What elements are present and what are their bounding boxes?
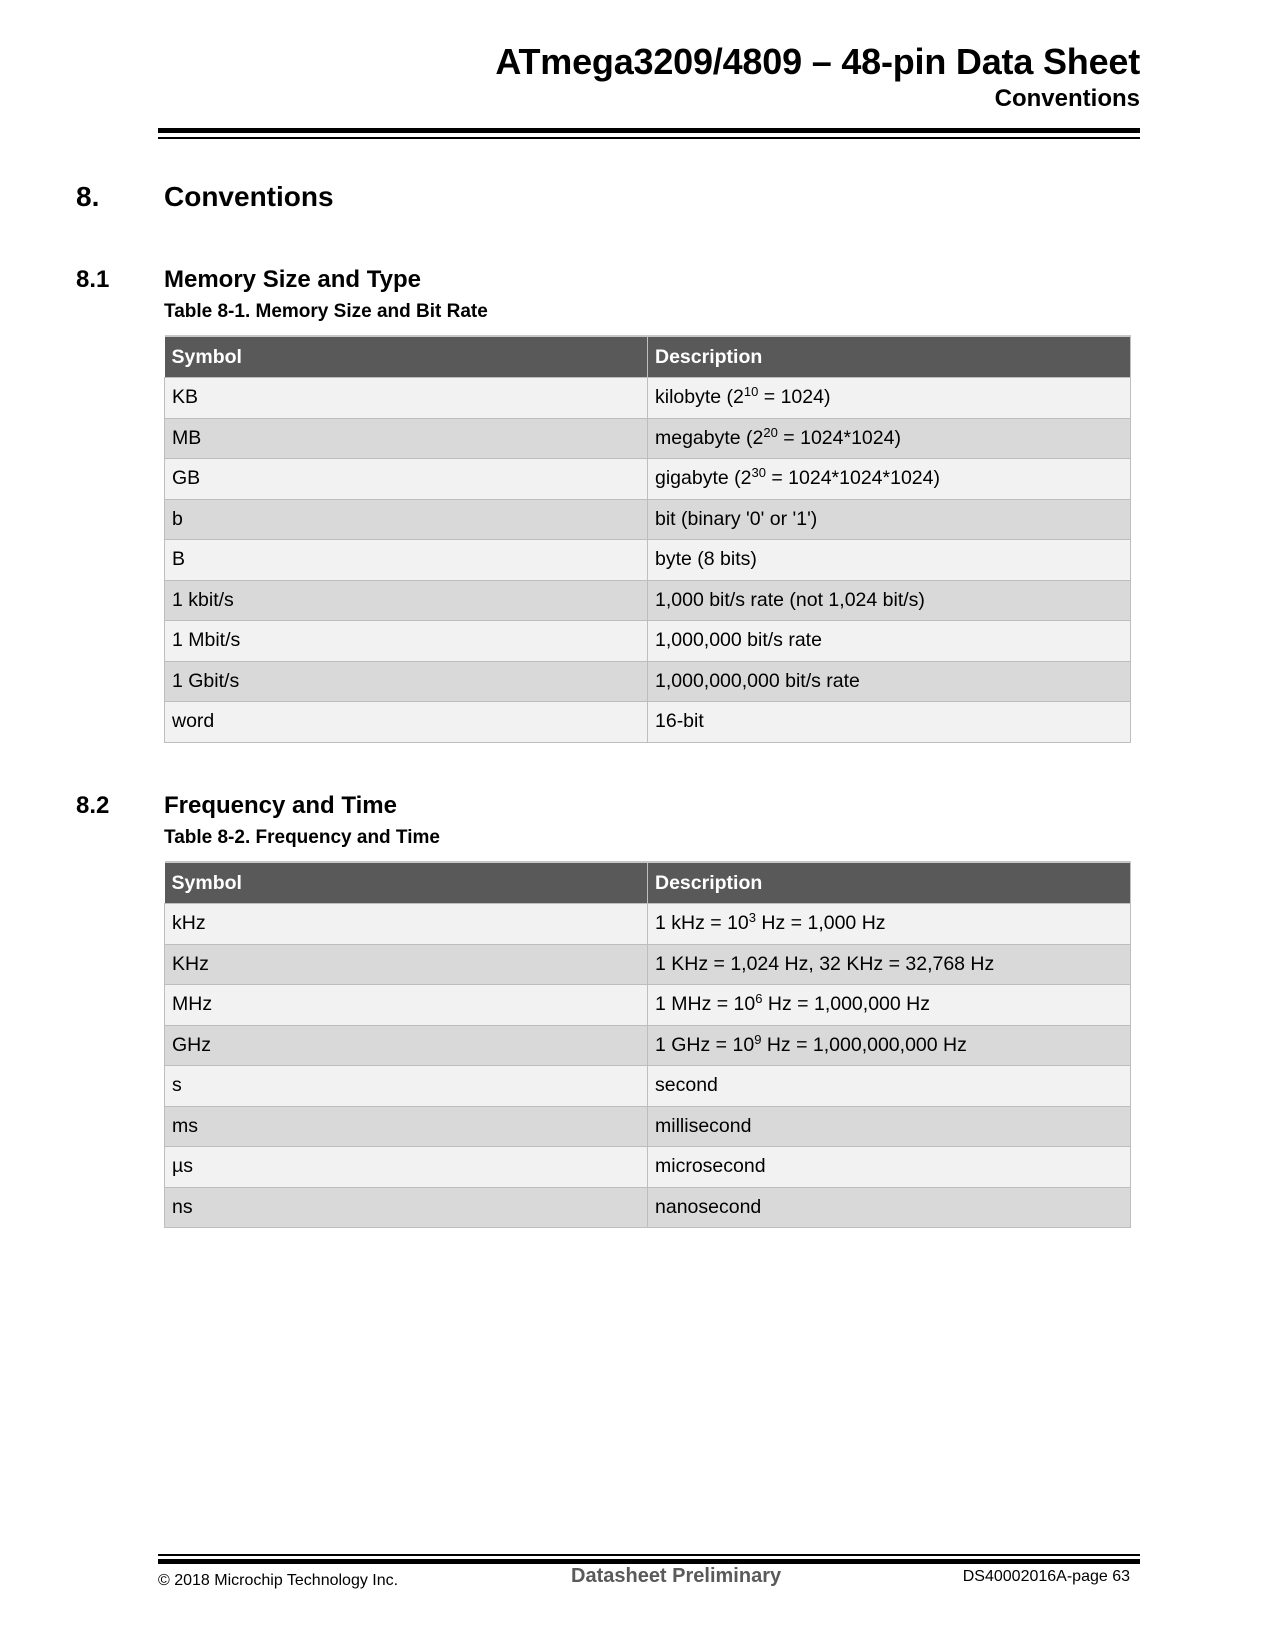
symbol-cell: word <box>165 702 648 743</box>
description-text: 1,000,000 bit/s rate <box>655 629 822 652</box>
symbol-cell: MHz <box>165 985 648 1026</box>
description-cell <box>648 1187 1131 1228</box>
table-row <box>165 621 1131 662</box>
footer-rule-thick <box>158 1559 1140 1564</box>
description-cell <box>648 459 1131 500</box>
chapter-title: Conventions <box>994 85 1140 112</box>
table-caption-8-1: Table 8-1. Memory Size and Bit Rate <box>164 301 488 322</box>
table-row <box>165 418 1131 459</box>
description-text: 1,000,000,000 bit/s rate <box>655 669 860 692</box>
exponent: 3 <box>748 910 756 926</box>
symbol-cell: µs <box>165 1147 648 1188</box>
table-row <box>165 540 1131 581</box>
symbol-cell: GHz <box>165 1025 648 1066</box>
symbol-cell: B <box>165 540 648 581</box>
subsection-number-8-1: 8.1 <box>76 266 110 293</box>
table-row <box>165 1187 1131 1228</box>
footer-rule-thin <box>158 1554 1140 1556</box>
description-cell <box>648 985 1131 1026</box>
memory-size-table <box>164 335 1131 743</box>
description-text-suffix: Hz = 1,000 Hz <box>756 912 886 935</box>
symbol-cell: ns <box>165 1187 648 1228</box>
exponent: 30 <box>751 465 766 481</box>
description-text: 1 MHz = 10 <box>655 993 756 1016</box>
symbol-cell: MB <box>165 418 648 459</box>
section-number: 8. <box>76 181 100 212</box>
footer-copyright: © 2018 Microchip Technology Inc. <box>158 1572 399 1589</box>
description-text: 1 KHz = 1,024 Hz, 32 KHz = 32,768 Hz <box>655 952 995 975</box>
column-header-description: Description <box>648 862 1131 904</box>
table-header-row <box>165 336 1131 378</box>
subsection-title-8-2: Frequency and Time <box>164 792 397 819</box>
table-row <box>165 985 1131 1026</box>
frequency-time-table <box>164 861 1131 1228</box>
symbol-cell: 1 Gbit/s <box>165 661 648 702</box>
subsection-number-8-2: 8.2 <box>76 792 110 819</box>
description-cell <box>648 418 1131 459</box>
description-cell <box>648 580 1131 621</box>
description-cell <box>648 1106 1131 1147</box>
table-row <box>165 1106 1131 1147</box>
description-cell <box>648 944 1131 985</box>
table-row <box>165 1025 1131 1066</box>
header-rule-thin <box>158 137 1140 139</box>
description-text-suffix: = 1024) <box>758 386 831 409</box>
description-text: second <box>655 1074 718 1097</box>
symbol-cell: KB <box>165 378 648 419</box>
symbol-cell: 1 Mbit/s <box>165 621 648 662</box>
footer-page-number: DS40002016A-page 63 <box>962 1568 1130 1585</box>
section-title: Conventions <box>164 181 334 212</box>
description-text: millisecond <box>655 1114 752 1137</box>
description-cell <box>648 1066 1131 1107</box>
description-text-suffix: = 1024*1024*1024) <box>765 467 940 490</box>
document-title: ATmega3209/4809 – 48-pin Data Sheet <box>495 41 1140 82</box>
description-text: nanosecond <box>655 1195 762 1218</box>
table-row <box>165 378 1131 419</box>
description-cell <box>648 904 1131 945</box>
exponent: 20 <box>763 424 778 440</box>
table-row <box>165 904 1131 945</box>
description-cell <box>648 378 1131 419</box>
symbol-cell: kHz <box>165 904 648 945</box>
table-row <box>165 702 1131 743</box>
description-text-suffix: Hz = 1,000,000 Hz <box>762 993 930 1016</box>
exponent: 6 <box>755 991 763 1007</box>
description-text: 1,000 bit/s rate (not 1,024 bit/s) <box>655 588 925 611</box>
description-text: gigabyte (2 <box>655 467 752 490</box>
table-row <box>165 1066 1131 1107</box>
description-text: microsecond <box>655 1155 766 1178</box>
table-row <box>165 1147 1131 1188</box>
exponent: 10 <box>743 384 759 400</box>
symbol-cell: s <box>165 1066 648 1107</box>
description-cell <box>648 499 1131 540</box>
description-cell <box>648 661 1131 702</box>
description-text: byte (8 bits) <box>655 548 757 571</box>
description-cell <box>648 621 1131 662</box>
description-cell <box>648 540 1131 581</box>
symbol-cell: KHz <box>165 944 648 985</box>
description-text: megabyte (2 <box>655 426 764 449</box>
symbol-cell: 1 kbit/s <box>165 580 648 621</box>
description-text: bit (binary '0' or '1') <box>655 507 818 530</box>
description-text-suffix: = 1024*1024) <box>777 426 901 449</box>
header-rule-thick <box>158 128 1140 133</box>
description-cell <box>648 1147 1131 1188</box>
column-header-symbol: Symbol <box>165 336 648 378</box>
table-row <box>165 580 1131 621</box>
table-row <box>165 661 1131 702</box>
description-text: 1 kHz = 10 <box>655 912 749 935</box>
column-header-description: Description <box>648 336 1131 378</box>
description-cell <box>648 1025 1131 1066</box>
table-row <box>165 499 1131 540</box>
symbol-cell: ms <box>165 1106 648 1147</box>
description-cell <box>648 702 1131 743</box>
table-row <box>165 944 1131 985</box>
column-header-symbol: Symbol <box>165 862 648 904</box>
footer-status: Datasheet Preliminary <box>571 1565 782 1587</box>
description-text: 16-bit <box>655 710 704 733</box>
subsection-title-8-1: Memory Size and Type <box>164 266 421 293</box>
exponent: 9 <box>754 1031 762 1047</box>
description-text: kilobyte (2 <box>655 386 744 409</box>
description-text: 1 GHz = 10 <box>655 1033 755 1056</box>
table-caption-8-2: Table 8-2. Frequency and Time <box>164 827 440 848</box>
table-header-row <box>165 862 1131 904</box>
symbol-cell: GB <box>165 459 648 500</box>
symbol-cell: b <box>165 499 648 540</box>
description-text-suffix: Hz = 1,000,000,000 Hz <box>761 1033 967 1056</box>
table-row <box>165 459 1131 500</box>
